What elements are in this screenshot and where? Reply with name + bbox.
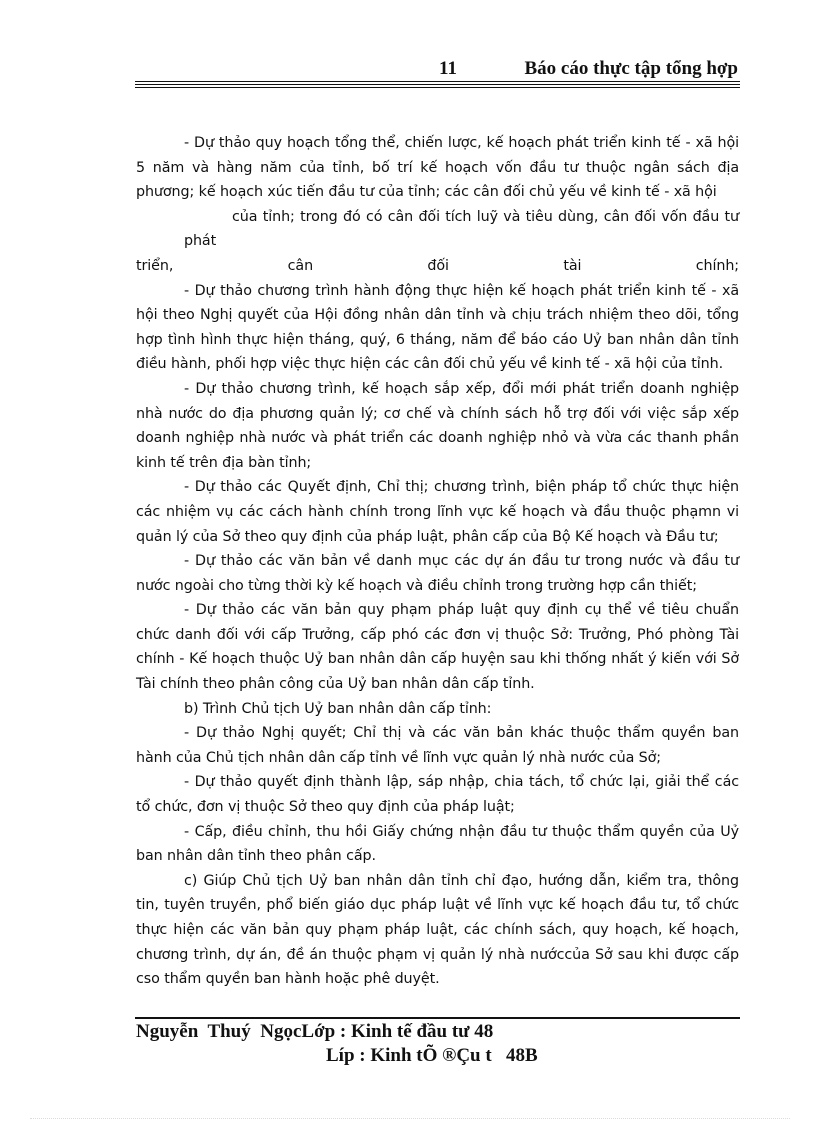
- paragraph-4: - Dự thảo các Quyết định, Chỉ thị; chương trình, biện pháp tổ chức thực hiện các nhiệm vụ các cách hành chính trong lĩnh vực kế hoạch và đầu thuộc phạmn vi quản lý của Sở theo quy định của pháp luật, phân cấp của Bộ Kế hoạch và Đầu tư;: [136, 479, 739, 545]
- page-bottom-edge: [30, 1118, 790, 1119]
- paragraph-11: c) Giúp Chủ tịch Uỷ ban nhân dân tỉnh chỉ đạo, hướng dẫn, kiểm tra, thông tin, tuyên truyền, phổ biến giáo dục pháp luật về lĩnh vực kế hoạch đầu tư, tổ chức thực hiện các văn bản quy phạm pháp luật, các chính sách, quy hoạch, kế hoạch, chương trình, dự án, đề án thuộc phạm vị quản lý nhà nướccủa Sở sau khi được cấp cso thẩm quyền ban hành hoặc phê duyệt.: [136, 872, 739, 988]
- paragraph-3: - Dự thảo chương trình, kế hoạch sắp xếp, đổi mới phát triển doanh nghiệp nhà nước do địa phương quản lý; cơ chế và chính sách hỗ trợ đối với việc sắp xếp doanh nghiệp nhà nước và phát triển các doanh nghiệp nhỏ và vừa các thanh phần kinh tế trên địa bàn tỉnh;: [136, 380, 739, 471]
- page-header: [135, 58, 740, 80]
- paragraph-1-part3: triển, cân đối tài chính;: [136, 257, 739, 274]
- document-body: [136, 131, 739, 992]
- paragraph-1: [136, 131, 739, 254]
- paragraph-9: - Dự thảo quyết định thành lập, sáp nhập, chia tách, tổ chức lại, giải thể các tổ chức, đơn vị thuộc Sở theo quy định của pháp luật;: [136, 774, 739, 816]
- paragraph-1-part1: - Dự thảo quy hoạch tổng thể, chiến lược, kế hoạch phát triển kinh tế - xã hội 5 năm và hàng năm của tỉnh, bố trí kế hoạch vốn đầu tư thuộc ngân sách địa phương; kế hoạch xúc tiến đầu tư của tỉnh; các cân đối chủ yếu về kinh tế - xã hội: [136, 135, 739, 201]
- footer-author-class: Nguyễn Thuý NgọcLớp : Kinh tế đầu tư 48: [136, 1021, 494, 1042]
- paragraph-8: - Dự thảo Nghị quyết; Chỉ thị và các văn bản khác thuộc thẩm quyền ban hành của Chủ tịch nhân dân cấp tỉnh về lĩnh vực quản lý nhà nước của Sở;: [136, 725, 739, 766]
- header-rule-1: [135, 81, 740, 82]
- header-rule-3: [135, 87, 740, 88]
- paragraph-5: - Dự thảo các văn bản về danh mục các dự án đầu tư trong nước và đầu tư nước ngoài cho từng thời kỳ kế hoạch và điều chỉnh trong trường hợp cần thiết;: [136, 553, 739, 594]
- paragraph-7: b) Trình Chủ tịch Uỷ ban nhân dân cấp tỉnh:: [184, 700, 492, 717]
- header-rule-2: [135, 84, 740, 85]
- paragraph-1-part2: của tỉnh; trong đó có cân đối tích luỹ và tiêu dùng, cân đối vốn đầu tư phát: [184, 208, 739, 250]
- paragraph-2: - Dự thảo chương trình hành động thực hiện kế hoạch phát triển kinh tế - xã hội theo Nghị quyết của Hội đồng nhân dân tỉnh và chịu trách nhiệm theo dõi, tổng hợp tình hình thực hiện tháng, quý, 6 tháng, năm để báo cáo Uỷ ban nhân dân tỉnh điều hành, phối hợp việc thực hiện các cân đối chủ yếu về kinh tế - xã hội của tỉnh.: [136, 282, 739, 373]
- paragraph-6: - Dự thảo các văn bản quy phạm pháp luật quy định cụ thể về tiêu chuẩn chức danh đối với cấp Trưởng, cấp phó các đơn vị thuộc Sở: Trưởng, Phó phòng Tài chính - Kế hoạch thuộc Uỷ ban nhân dân cấp huyện sau khi thống nhất ý kiến với Sở Tài chính theo phân công của Uỷ ban nhân dân cấp tỉnh.: [136, 602, 739, 693]
- paragraph-10: - Cấp, điều chỉnh, thu hồi Giấy chứng nhận đầu tư thuộc thẩm quyền của Uỷ ban nhân dân tỉnh theo phân cấp.: [136, 823, 739, 865]
- footer-rule: [135, 1017, 740, 1019]
- page-number: 11: [439, 58, 457, 79]
- report-title: Báo cáo thực tập tổng hợp: [524, 58, 738, 79]
- footer-class-garbled: Líp : Kinh tÕ ®Çu t 48B: [326, 1045, 538, 1066]
